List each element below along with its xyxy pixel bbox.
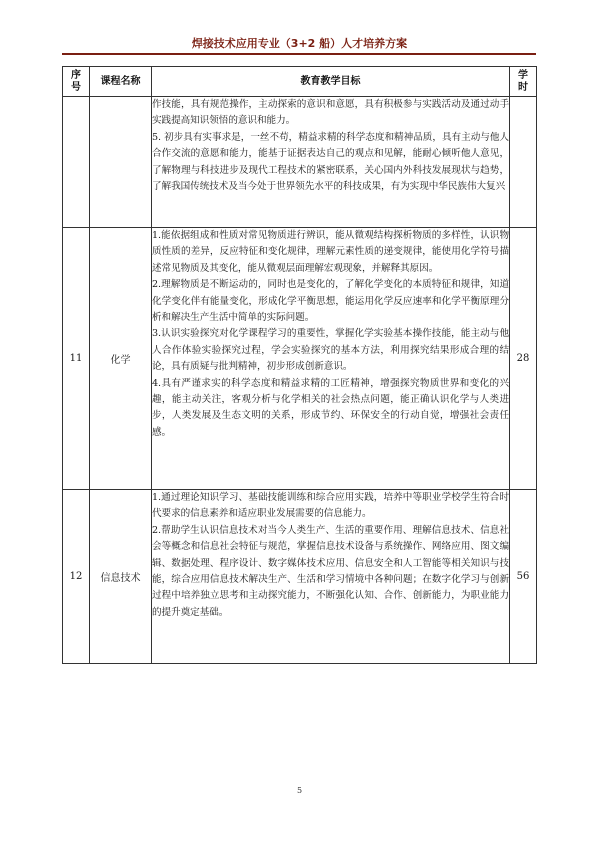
row-number: 12 <box>63 490 90 664</box>
column-header-sequence <box>63 67 90 97</box>
column-header-course: 课程名称 <box>90 67 152 97</box>
goal-paragraph: 4.具有严谨求实的科学态度和精益求精的工匠精神，增强探究物质世界和变化的兴趣，能主动关注，客观分析与化学相关的社会热点问题，能正确认识化学与人类进步，人类发展及生态文明的关系，形成节约、环保安全的行动自觉，增强社会责任感。 <box>152 377 509 438</box>
row-continued-number <box>63 97 90 228</box>
table-row-continued <box>63 97 537 228</box>
page-number: 5 <box>296 786 303 795</box>
row-course-name: 化学 <box>90 228 152 490</box>
goal-paragraph: 2.帮助学生认识信息技术对当今人类生产、生活的重要作用、理解信息技术、信息社会等概念和信息社会特征与规范，掌握信息技术设备与系统操作、网络应用、图文编辑、数据处理、程序设计、数字媒体技术应用、信息安全和人工智能等相关知识与技能，综合应用信息技术解决生产、生活和学习情境中各种问题；在数字化学习与创新过程中培养独立思考和主动探究能力，不断强化认知、合作、创新能力，为职业能力的提升奠定基础。 <box>152 524 509 618</box>
column-header-goals: 教育教学目标 <box>152 67 510 97</box>
row-continued-goals <box>152 97 510 228</box>
column-header-hours <box>510 67 537 97</box>
row-number: 11 <box>63 228 90 490</box>
goal-paragraph: 1.能依据组成和性质对常见物质进行辨识，能从微观结构探析物质的多样性，认识物质性质的差异，反应特征和变化规律，理解元素性质的递变规律，能使用化学符号描述常见物质及其变化，能从微观层面理解宏观现象，并解释其原因。 <box>152 230 509 274</box>
table-row <box>63 228 537 490</box>
row-hours: 28 <box>510 228 537 490</box>
goal-paragraph: 2.理解物质是不断运动的，同时也是变化的，了解化学变化的本质特征和规律，知道化学变化伴有能量变化，形成化学平衡思想，能运用化学反应速率和化学平衡原理分析和解决生产生活中简单的实际问题。 <box>152 279 509 324</box>
table-row <box>63 490 537 664</box>
column-header-sequence-bottom: 号 <box>71 81 81 93</box>
course-goals-table <box>62 66 537 664</box>
goal-paragraph: 3.认识实验探究对化学课程学习的重要性，掌握化学实验基本操作技能，能主动与他人合作体验实验探究过程，学会实验探究的基本方法，利用探究结果形成合理的结论，具有质疑与批判精神，初步形成创新意识。 <box>152 328 509 373</box>
header-divider <box>62 53 536 55</box>
row-course-name: 信息技术 <box>90 490 152 664</box>
goal-paragraph: 5. 初步具有实事求是，一丝不苟，精益求精的科学态度和精神品质，具有主动与他人合作交流的意愿和能力，能基于证据表达自己的观点和见解，能耐心倾听他人意见，了解物理与科技进步及现代工程技术的紧密联系，关心国内外科技发展现状与趋势，了解我国传统技术及当今处于世界领先水平的科技成果，有为实现中华民族伟大复兴 <box>152 131 509 193</box>
table-header-row <box>63 67 537 97</box>
column-header-hours-top: 学 <box>518 69 528 81</box>
goal-paragraph: 作技能，具有规范操作，主动探索的意识和意愿，具有积极参与实践活动及通过动手实践提高知识领悟的意识和能力。 <box>152 99 509 127</box>
row-goals <box>152 228 510 490</box>
row-hours: 56 <box>510 490 537 664</box>
row-continued-hours <box>510 97 537 228</box>
row-continued-course <box>90 97 152 228</box>
goal-paragraph: 1.通过理论知识学习、基础技能训练和综合应用实践，培养中等职业学校学生符合时代要求的信息素养和适应职业发展需要的信息能力。 <box>152 492 509 520</box>
row-goals <box>152 490 510 664</box>
column-header-sequence-top: 序 <box>71 69 81 81</box>
document-header-title: 焊接技术应用专业（3+2 船）人才培养方案 <box>191 37 408 50</box>
column-header-hours-bottom: 时 <box>518 81 528 93</box>
